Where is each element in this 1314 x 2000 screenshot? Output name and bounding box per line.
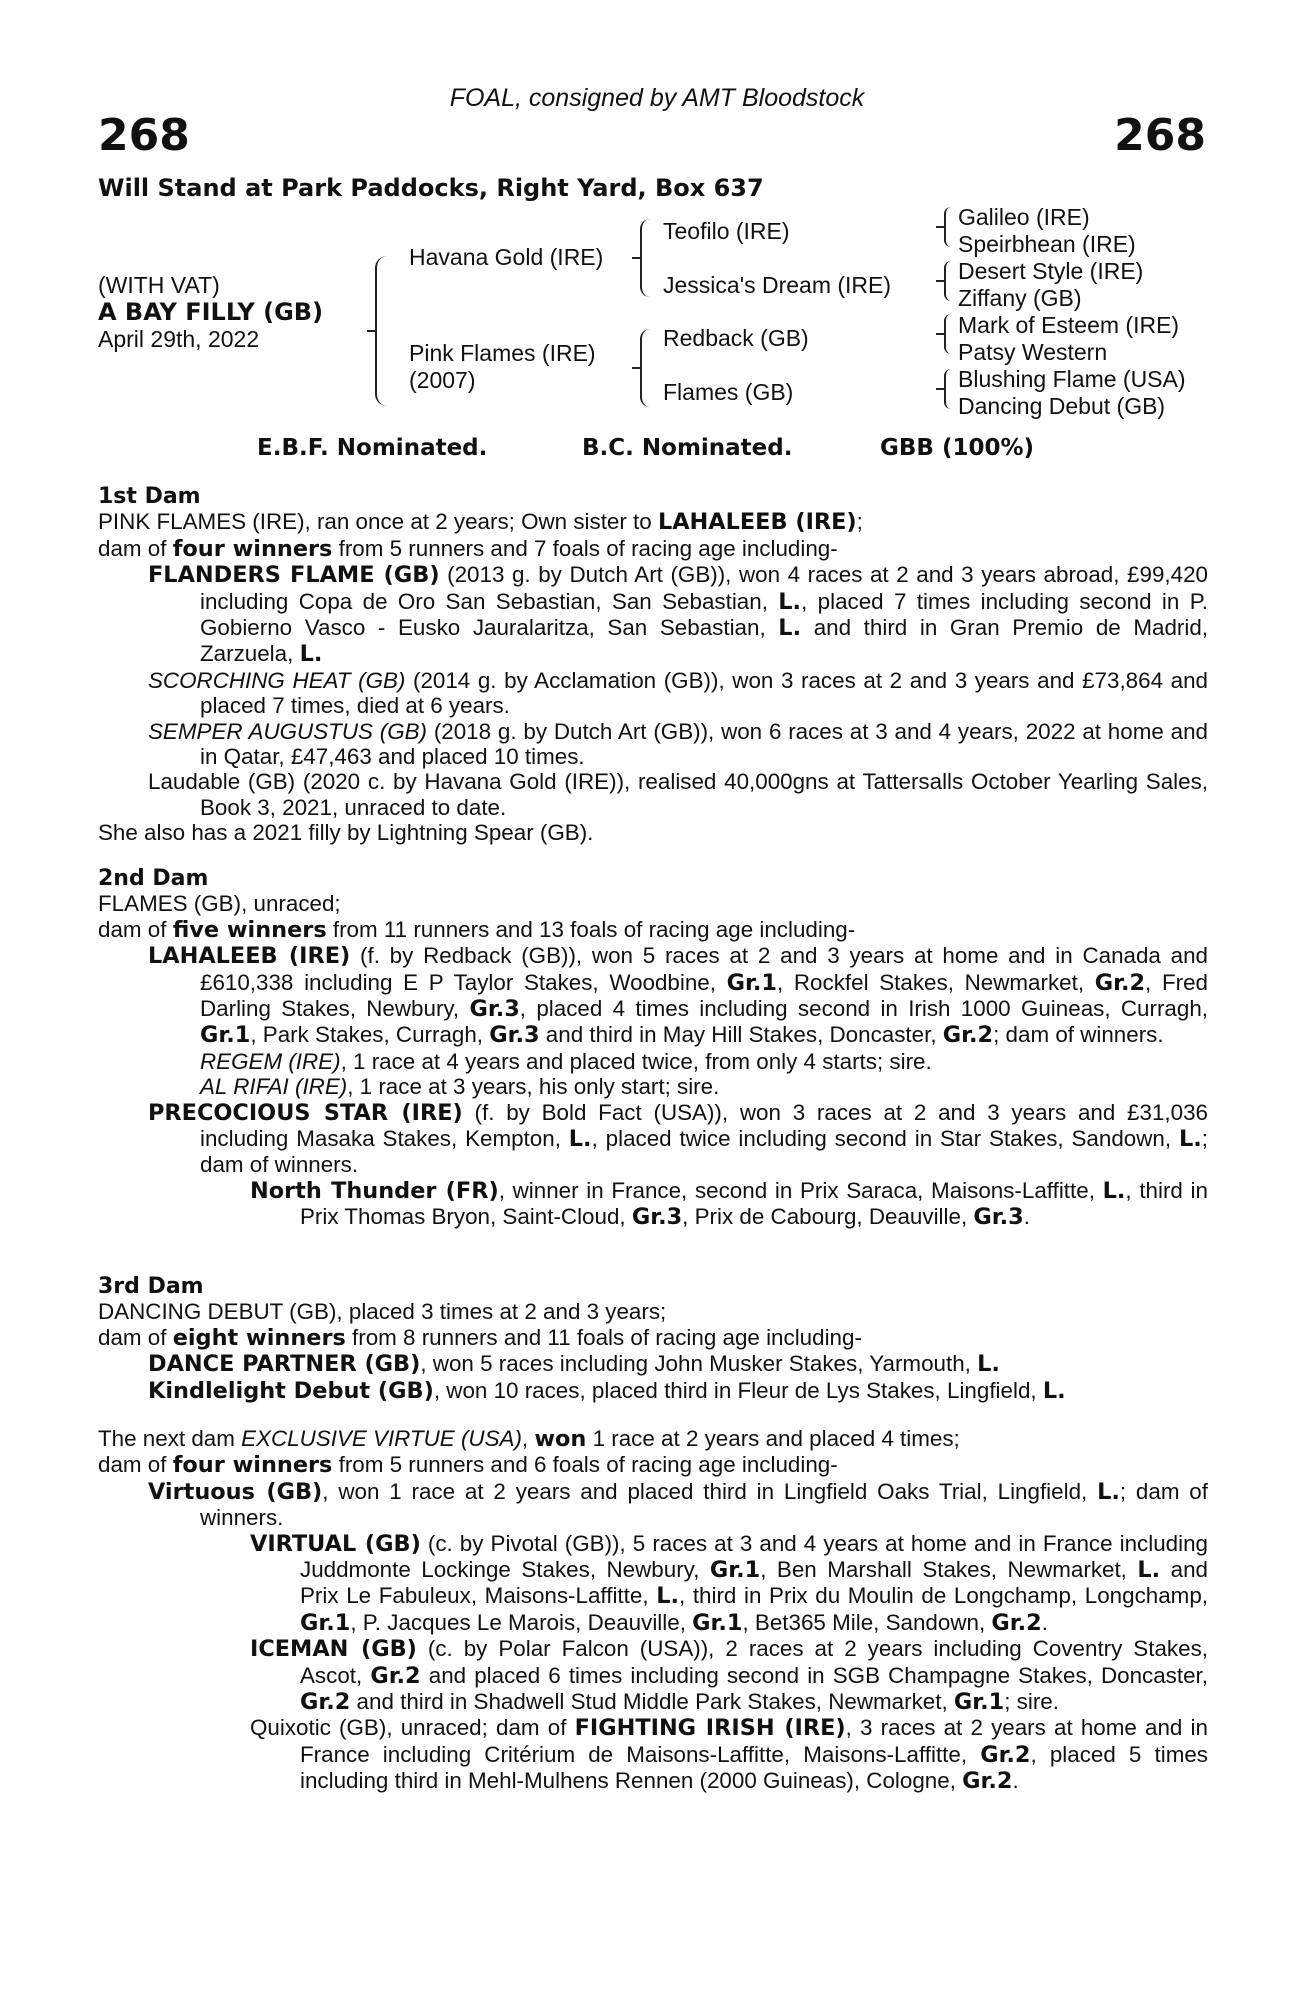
foaling-date: April 29th, 2022	[98, 326, 260, 352]
pedigree-g3-3: Desert Style (IRE)	[958, 258, 1144, 284]
third-dam-heading: 3rd Dam	[98, 1274, 204, 1299]
pedigree-g3-5: Mark of Esteem (IRE)	[958, 312, 1180, 338]
next-dam-produce-summary: dam of four winners from 5 runners and 6 foals of racing age including-	[98, 1452, 838, 1479]
pedigree-dam-sire: Redback (GB)	[663, 325, 809, 351]
next-dam-foal-1: Virtuous (GB), won 1 race at 2 years and placed third in Lingfield Oaks Trial, Lingfield, L.; dam of winners.	[148, 1478, 1208, 1531]
pedigree-sire-dam: Jessica's Dream (IRE)	[663, 272, 892, 298]
pedigree-g3-8: Dancing Debut (GB)	[958, 393, 1166, 419]
next-dam-intro: The next dam EXCLUSIVE VIRTUE (USA), won 1 race at 2 years and placed 4 times;	[98, 1426, 960, 1452]
pedigree-brace-g3-3	[944, 314, 956, 354]
next-dam-grandfoal-3: Quixotic (GB), unraced; dam of FIGHTING IRISH (IRE), 3 races at 2 years at home and in France including Critérium de Maisons-Laffitte, Maisons-Laffitte, Gr.2, placed 5 times including third in Mehl-Mulhens Rennen (2000 Guineas), Cologne, Gr.2.	[250, 1715, 1208, 1795]
pedigree-brace-g3-4-tip	[936, 388, 944, 390]
third-dam-intro: DANCING DEBUT (GB), placed 3 times at 2 and 3 years;	[98, 1299, 667, 1325]
horse-description: A BAY FILLY (GB)	[98, 298, 324, 326]
first-dam-produce-summary: dam of four winners from 5 runners and 7 foals of racing age including-	[98, 535, 838, 562]
second-dam-produce-summary: dam of five winners from 11 runners and 13 foals of racing age including-	[98, 916, 856, 943]
pedigree-brace-g3-2-tip	[936, 280, 944, 282]
pedigree-g3-6: Patsy Western	[958, 339, 1108, 365]
pedigree-brace-g3-1-tip	[936, 226, 944, 228]
first-dam-foal-1: FLANDERS FLAME (GB) (2013 g. by Dutch Art (GB)), won 4 races at 2 and 3 years abroad, £99,420 including Copa de Oro San Sebastian, San Sebastian, L., placed 7 times including second in P. Gobierno Vasco - Eusko Jauralaritza, San Sebastian, L. and third in Gran Premio de Madrid, Zarzuela, L.	[148, 562, 1209, 668]
pedigree-g3-2: Speirbhean (IRE)	[958, 231, 1136, 257]
third-dam-foal-1: DANCE PARTNER (GB), won 5 races including John Musker Stakes, Yarmouth, L.	[148, 1351, 1000, 1378]
pedigree-brace-sire-tip	[632, 257, 640, 259]
second-dam-grandfoal-1: REGEM (IRE), 1 race at 4 years and placed twice, from only 4 starts; sire.	[200, 1048, 932, 1074]
pedigree-g3-1: Galileo (IRE)	[958, 204, 1090, 230]
first-dam-heading: 1st Dam	[98, 484, 201, 509]
first-dam-outro: She also has a 2021 filly by Lightning Spear (GB).	[98, 820, 594, 846]
pedigree-brace-g3-1	[944, 207, 956, 247]
pedigree-sire-sire: Teofilo (IRE)	[663, 218, 790, 244]
pedigree-brace-g3-4	[944, 369, 956, 409]
third-dam-section	[98, 1274, 1208, 1404]
pedigree-sire: Havana Gold (IRE)	[409, 244, 604, 270]
second-dam-grandfoal-3: North Thunder (FR), winner in France, second in Prix Saraca, Maisons-Laffitte, L., third in Prix Thomas Bryon, Saint-Cloud, Gr.3, Prix de Cabourg, Deauville, Gr.3.	[250, 1177, 1208, 1231]
third-dam-produce-summary: dam of eight winners from 8 runners and 11 foals of racing age including-	[98, 1324, 862, 1351]
third-dam-foal-2: Kindlelight Debut (GB), won 10 races, placed third in Fleur de Lys Stakes, Lingfield, L.	[148, 1377, 1066, 1404]
pedigree-brace-g3-3-tip	[936, 333, 944, 335]
pedigree-brace-main-tip	[367, 330, 375, 332]
lot-number-left: 268	[98, 110, 190, 161]
second-dam-intro: FLAMES (GB), unraced;	[98, 891, 341, 917]
pedigree-g3-7: Blushing Flame (USA)	[958, 366, 1186, 392]
lot-number-right: 268	[1114, 110, 1206, 161]
bc-nomination: B.C. Nominated.	[582, 435, 793, 461]
pedigree-brace-dam-tip	[632, 367, 640, 369]
first-dam-section	[98, 484, 1208, 846]
first-dam-intro: PINK FLAMES (IRE), ran once at 2 years; Own sister to LAHALEEB (IRE);	[98, 509, 863, 536]
first-dam-foal-4: Laudable (GB) (2020 c. by Havana Gold (IRE)), realised 40,000gns at Tattersalls October Yearling Sales, Book 3, 2021, unraced to date.	[148, 769, 1208, 820]
pedigree-dam: Pink Flames (IRE)	[409, 340, 596, 366]
first-dam-foal-3: SEMPER AUGUSTUS (GB) (2018 g. by Dutch Art (GB)), won 6 races at 3 and 4 years, 2022 at home and in Qatar, £47,463 and placed 10 times.	[148, 718, 1208, 770]
pedigree-brace-g3-2	[944, 261, 956, 301]
consignor-line: FOAL, consigned by AMT Bloodstock	[449, 84, 865, 112]
pedigree-brace-sire	[640, 219, 652, 297]
gbb-rating: GBB (100%)	[880, 435, 1035, 461]
pedigree-g3-4: Ziffany (GB)	[958, 285, 1082, 311]
next-dam-section	[98, 1426, 1208, 1795]
next-dam-grandfoal-2: ICEMAN (GB) (c. by Polar Falcon (USA)), 2 races at 2 years including Coventry Stakes, Ascot, Gr.2 and placed 6 times including second in SGB Champagne Stakes, Doncaster, Gr.2 and third in Shadwell Stud Middle Park Stakes, Newmarket, Gr.1; sire.	[250, 1636, 1208, 1716]
next-dam-grandfoal-1: VIRTUAL (GB) (c. by Pivotal (GB)), 5 races at 3 and 4 years at home and in France including Juddmonte Lockinge Stakes, Newbury, Gr.1, Ben Marshall Stakes, Newmarket, L. and Prix Le Fabuleux, Maisons-Laffitte, L., third in Prix du Moulin de Longchamp, Longchamp, Gr.1, P. Jacques Le Marois, Deauville, Gr.1, Bet365 Mile, Sandown, Gr.2.	[250, 1530, 1209, 1636]
pedigree-brace-main	[375, 256, 387, 406]
stabling-location: Will Stand at Park Paddocks, Right Yard, Box 637	[98, 174, 764, 202]
second-dam-section	[98, 866, 1208, 1231]
pedigree-dam-year: (2007)	[409, 367, 476, 393]
second-dam-foal-1: LAHALEEB (IRE) (f. by Redback (GB)), won 5 races at 2 and 3 years at home and in Canada and £610,338 including E P Taylor Stakes, Woodbine, Gr.1, Rockfel Stakes, Newmarket, Gr.2, Fred Darling Stakes, Newbury, Gr.3, placed 4 times including second in Irish 1000 Guineas, Curragh, Gr.1, Park Stakes, Curragh, Gr.3 and third in May Hill Stakes, Doncaster, Gr.2; dam of winners.	[148, 943, 1209, 1049]
second-dam-foal-2: PRECOCIOUS STAR (IRE) (f. by Bold Fact (USA)), won 3 races at 2 and 3 years and £31,036 including Masaka Stakes, Kempton, L., placed twice including second in Star Stakes, Sandown, L.; dam of winners.	[148, 1099, 1208, 1178]
pedigree-brace-dam	[640, 329, 652, 407]
vat-note: (WITH VAT)	[98, 272, 220, 298]
second-dam-heading: 2nd Dam	[98, 866, 209, 891]
second-dam-grandfoal-2: AL RIFAI (IRE), 1 race at 3 years, his only start; sire.	[200, 1074, 720, 1100]
first-dam-foal-2: SCORCHING HEAT (GB) (2014 g. by Acclamation (GB)), won 3 races at 2 and 3 years and £73,864 and placed 7 times, died at 6 years.	[148, 667, 1208, 719]
ebf-nomination: E.B.F. Nominated.	[257, 435, 488, 461]
pedigree-dam-dam: Flames (GB)	[663, 379, 794, 405]
